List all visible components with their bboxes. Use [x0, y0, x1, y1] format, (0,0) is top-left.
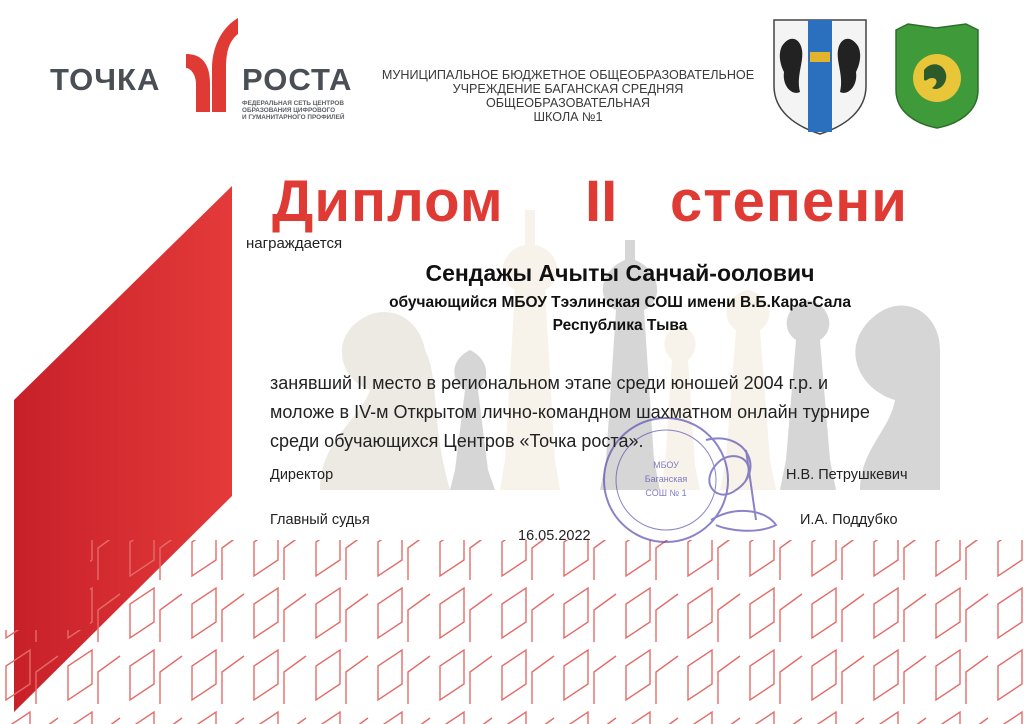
coat-of-arms-district	[892, 20, 982, 130]
coat-of-arms-region	[770, 16, 870, 136]
diploma-title-rest: степени	[670, 169, 908, 234]
award-text-line: моложе в IV-м Открытом лично-командном шахматном онлайн турнире	[270, 402, 870, 422]
school-name-line: ШКОЛА №1	[533, 110, 603, 124]
stamp-line-2: Баганская	[644, 474, 688, 484]
logo-text-right: РОСТА	[242, 62, 353, 97]
logo-subtitle-line: ФЕДЕРАЛЬНАЯ СЕТЬ ЦЕНТРОВ	[242, 100, 344, 107]
school-name-line: УЧРЕЖДЕНИЕ БАГАНСКАЯ СРЕДНЯЯ ОБЩЕОБРАЗОВАТЕЛЬНАЯ	[452, 82, 684, 110]
stamp-line-1: МБОУ	[653, 460, 679, 470]
director-name: Н.В. Петрушкевич	[786, 467, 908, 483]
logo-text-left: ТОЧКА	[50, 62, 161, 97]
logo-subtitle-line: ОБРАЗОВАНИЯ ЦИФРОВОГО	[242, 107, 336, 114]
director-label: Директор	[270, 467, 334, 483]
diploma-date: 16.05.2022	[518, 528, 591, 544]
award-text-line: среди обучающихся Центров «Точка роста».	[270, 431, 644, 451]
logo-subtitle	[242, 100, 382, 121]
geometric-pattern-decoration	[0, 520, 1024, 724]
recipient-school: обучающийся МБОУ Тээлинская СОШ имени В.Б.Кара-Сала	[389, 294, 851, 311]
stamp-line-3: СОШ № 1	[645, 488, 687, 498]
diploma-degree: II	[585, 169, 618, 234]
school-name-line: МУНИЦИПАЛЬНОЕ БЮДЖЕТНОЕ ОБЩЕОБРАЗОВАТЕЛЬНОЕ	[381, 68, 755, 82]
recipient-region: Республика Тыва	[552, 317, 688, 334]
diploma-title: Диплом	[272, 169, 504, 234]
judge-label: Главный судья	[270, 512, 370, 528]
awarded-label: награждается	[246, 235, 343, 252]
logo-subtitle-line: И ГУМАНИТАРНОГО ПРОФИЛЕЙ	[242, 114, 345, 121]
award-text-line: занявший II место в региональном этапе среди юношей 2004 г.р. и	[270, 373, 829, 393]
logo-sprout-icon	[182, 14, 240, 114]
school-name	[378, 68, 758, 124]
judge-name: И.А. Поддубко	[800, 512, 898, 528]
recipient-name: Сендажы Ачыты Санчай-оолович	[425, 260, 815, 286]
